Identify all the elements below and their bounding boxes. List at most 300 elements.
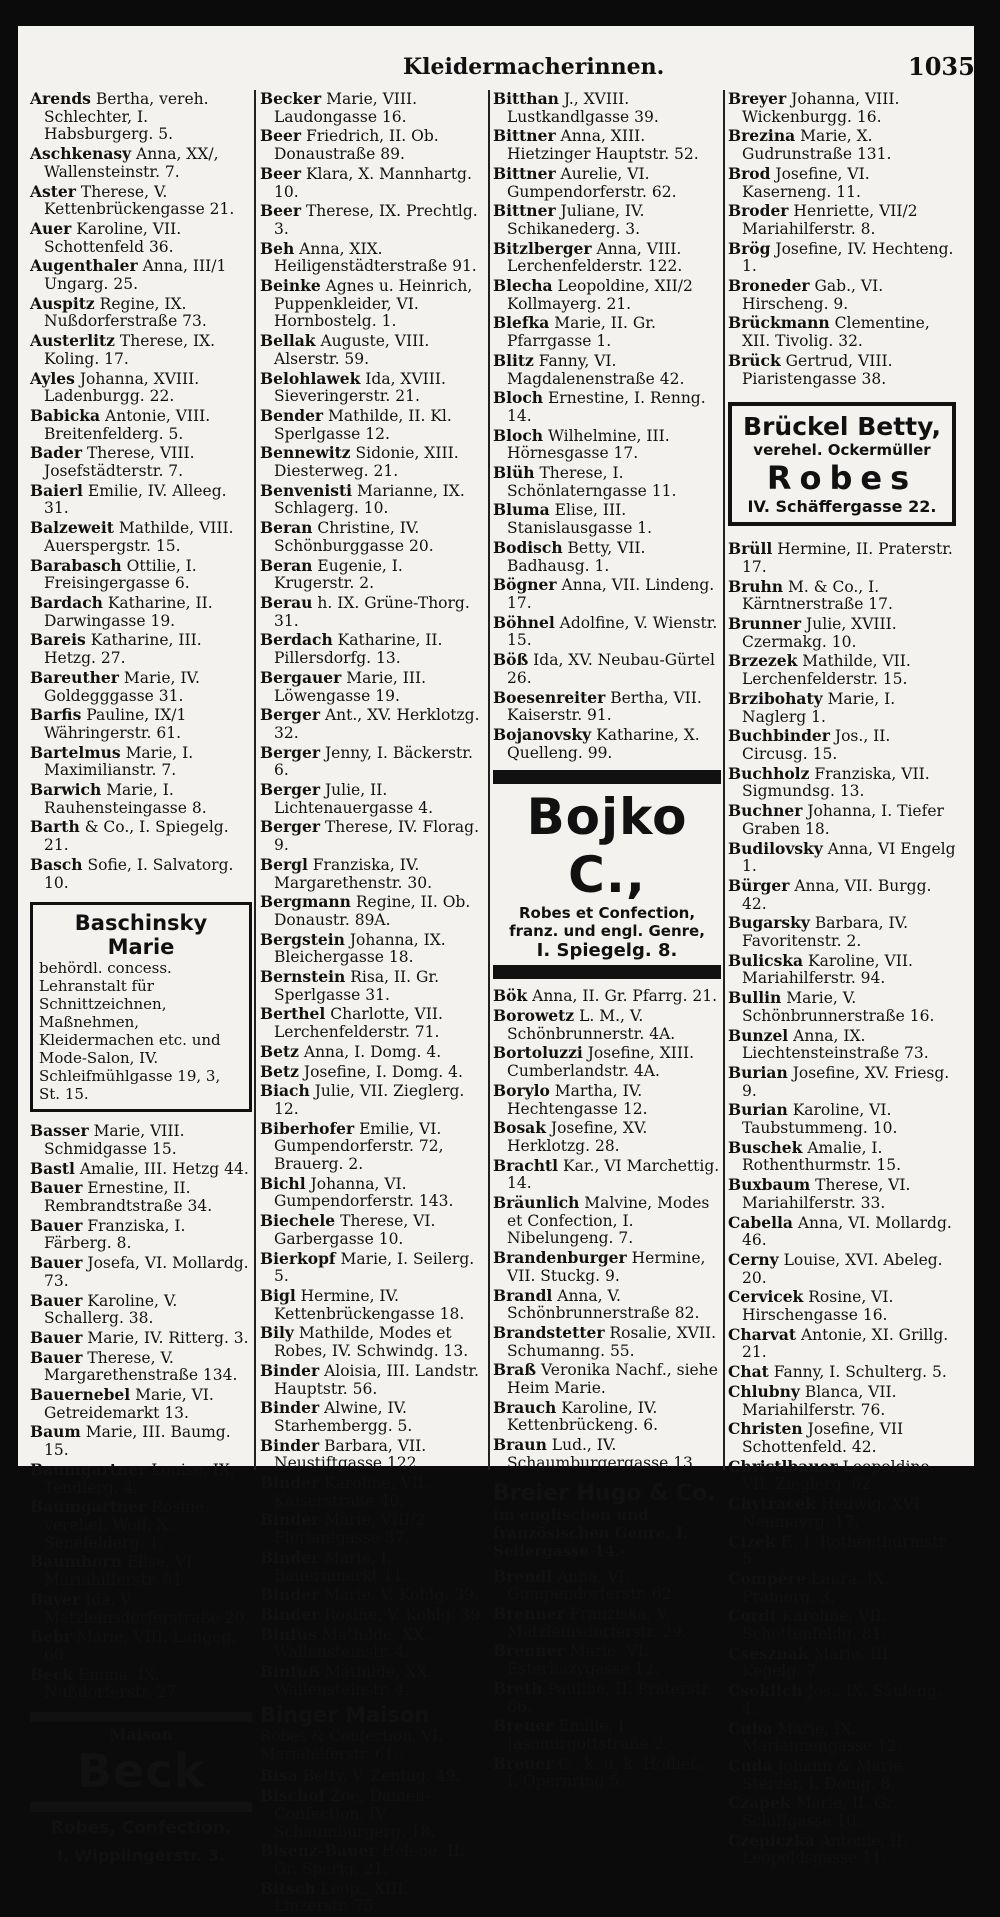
entry-surname: Chat: [728, 1362, 769, 1382]
ad-breier: [493, 1481, 721, 1560]
column-divider: [488, 90, 490, 1470]
directory-entry: [260, 1511, 486, 1547]
directory-entry: [493, 464, 721, 500]
entry-details: Karoline, VII. Mariahilferstr. 94.: [742, 951, 913, 988]
directory-entry: [728, 1176, 956, 1212]
entry-details: Therese, V. Kettenbrückengasse 21.: [44, 182, 235, 219]
entry-surname: Compère: [728, 1568, 806, 1588]
directory-entry: [728, 1682, 956, 1718]
entry-details: Julie, II. Lichtenauergasse 4.: [274, 781, 434, 817]
directory-entry: [728, 1533, 956, 1569]
entry-details: Jos., II. Circusg. 15.: [742, 727, 891, 763]
directory-entry: [493, 1249, 721, 1285]
directory-entry: [728, 127, 956, 163]
directory-entry: [493, 240, 721, 276]
entry-surname: Bojanovsky: [493, 724, 592, 744]
directory-entry: [493, 1194, 721, 1248]
directory-entry: [30, 781, 252, 817]
directory-entry: [493, 614, 721, 650]
entry-details: Mathilde, XX. Wallensteinstr. 4.: [274, 1625, 430, 1662]
entry-details: Franziska, I. Färberg. 8.: [44, 1216, 186, 1253]
directory-entry: [728, 1139, 956, 1175]
entry-details: Regine, II. Ob. Donaustr. 89A.: [274, 893, 471, 929]
entry-surname: Ayles: [30, 368, 75, 388]
entry-surname: Christen: [728, 1419, 803, 1439]
entry-details: Leopoldine, XII/2 Kollmayerg. 21.: [507, 277, 693, 313]
entry-details: Kar., VI Marchettig. 14.: [507, 1156, 720, 1193]
entry-details: Alwine, IV. Starhembergg. 5.: [274, 1399, 413, 1435]
directory-entry: [260, 332, 486, 368]
entry-surname: Bortoluzzi: [493, 1043, 583, 1063]
directory-entry: [493, 1605, 721, 1641]
directory-entry: [728, 914, 956, 950]
directory-entry: [30, 183, 252, 219]
column-4: [728, 90, 956, 1869]
directory-entry: [728, 1570, 956, 1606]
entry-surname: Binder: [260, 1585, 320, 1605]
directory-entry: [30, 519, 252, 555]
entry-details: Emilie, VI. Gumpendorferstr. 72, Brauerg. 2.: [274, 1119, 444, 1174]
entry-details: Josefine, I. Domg. 4.: [303, 1062, 463, 1081]
directory-entry: [493, 389, 721, 425]
entry-surname: Braun: [493, 1435, 547, 1455]
entry-details: Leopoldine, VII. Zieglerg. 62.: [742, 1457, 935, 1494]
ad-line: IV. Schäffergasse 22.: [747, 497, 937, 517]
entry-surname: Cizek: [728, 1531, 776, 1551]
entry-surname: Bartelmus: [30, 742, 121, 762]
entry-surname: Bräunlich: [493, 1193, 580, 1213]
directory-entry: [493, 1399, 721, 1435]
entry-surname: Brendl: [493, 1566, 553, 1586]
entry-details: Marie, IV. Ritterg. 3.: [87, 1328, 249, 1347]
entry-surname: Breuer: [493, 1753, 554, 1773]
directory-entry: [260, 1063, 486, 1082]
directory-entry: [728, 1288, 956, 1324]
entry-details: Gab., VI. Hirscheng. 9.: [742, 277, 884, 313]
entry-details: J., XVIII. Lustkandlgasse 39.: [507, 90, 659, 126]
entry-details: Mathilde, VIII. Auerspergstr. 15.: [44, 519, 234, 555]
ad-line: Robes, Confection.: [50, 1818, 232, 1839]
entry-details: h. IX. Grüne-Thorg. 31.: [274, 593, 470, 630]
entry-surname: Bauer: [30, 1178, 83, 1198]
directory-entry: [728, 1363, 956, 1382]
entry-details: Aloisia, III. Landstr. Hauptstr. 56.: [274, 1361, 479, 1398]
entry-surname: Beck: [30, 1664, 74, 1684]
entry-details: Aurelie, VI. Gumpendorferstr. 62.: [507, 164, 677, 201]
entry-surname: Bitthan: [493, 89, 559, 108]
entry-details: Marie, V. Schönbrunnerstraße 16.: [742, 989, 935, 1025]
entry-details: Hermine, II. Praterstr. 17.: [742, 540, 953, 576]
directory-entry: [30, 1254, 252, 1290]
entry-details: Mathilde, Modes et Robes, IV. Schwindg. 13.: [274, 1324, 469, 1361]
entry-surname: Buxbaum: [728, 1175, 811, 1195]
entry-surname: Baierl: [30, 480, 83, 500]
entry-details: Rosine, V. Kohlg. 39.: [324, 1605, 486, 1624]
entry-surname: Binder: [260, 1604, 320, 1624]
entry-surname: Buchbinder: [728, 726, 830, 746]
directory-entry: [260, 706, 486, 742]
entry-surname: Baumgartner: [30, 1459, 147, 1479]
directory-entry: [260, 277, 486, 331]
directory-entry: [30, 557, 252, 593]
entry-surname: Binfus: [260, 1624, 317, 1644]
entry-details: Fanny, I. Schulterg. 5.: [773, 1363, 947, 1382]
entry-surname: Bulicska: [728, 950, 804, 970]
directory-entry: [30, 332, 252, 368]
entry-surname: Cuda: [728, 1755, 773, 1775]
column-2: [260, 90, 486, 1917]
directory-page: [18, 26, 975, 1916]
ad-bruckel: [728, 402, 956, 526]
directory-entry: [30, 1217, 252, 1253]
entry-details: Marie, III. Baumg. 15.: [44, 1423, 231, 1460]
entry-details: Marie, VIII. Laudongasse 16.: [274, 90, 418, 126]
entry-surname: Bellak: [260, 331, 316, 351]
directory-entry: [493, 314, 721, 350]
entry-details: Marie, X. Gudrunstraße 131.: [742, 127, 892, 164]
ad-pre: Maison: [109, 1725, 173, 1745]
column-divider: [254, 90, 256, 1470]
entry-surname: Bisa: [260, 1766, 298, 1786]
directory-entry: [493, 726, 721, 762]
directory-entry: [728, 578, 956, 614]
directory-entry: [30, 1628, 252, 1664]
directory-entry: [30, 1179, 252, 1215]
directory-entry: [260, 1043, 486, 1062]
directory-entry: [30, 856, 252, 892]
entry-details: Marie, II. Gr. Schiffgasse 10.: [742, 1794, 898, 1831]
entry-details: Fanny, VI. Magdalenenstraße 42.: [507, 351, 685, 388]
directory-entry: [493, 1717, 721, 1753]
ad-title: Binger Maison: [260, 1703, 430, 1728]
entry-details: Mathilde, II. Kl. Sperlgasse 12.: [274, 406, 452, 443]
entry-surname: Buchholz: [728, 763, 810, 783]
entry-surname: Bunzel: [728, 1025, 789, 1045]
entry-details: Sidonie, XIII. Diesterweg. 21.: [274, 444, 459, 481]
entry-details: M. & Co., I. Kärntnerstraße 17.: [742, 577, 893, 614]
entry-details: Adolfine, V. Wienstr. 15.: [507, 613, 718, 650]
entry-surname: Brauch: [493, 1397, 557, 1417]
entry-surname: Bitzlberger: [493, 238, 592, 258]
entry-details: Veronika Nachf., siehe Heim Marie.: [507, 1361, 718, 1398]
directory-entry: [30, 706, 252, 742]
entry-details: Ida, V. Matzleinsdorferstraße 20.: [44, 1590, 250, 1627]
entry-details: Martha, IV. Hechtengasse 12.: [507, 1081, 648, 1118]
ad-big: Robes: [766, 459, 918, 498]
entry-details: Johanna, VIII. Wickenburgg. 16.: [742, 90, 900, 126]
entry-details: Juliane, IV. Schikanederg. 3.: [507, 202, 645, 238]
directory-entry: [260, 1842, 486, 1878]
directory-entry: [493, 1755, 721, 1791]
directory-entry: [260, 240, 486, 276]
directory-entry: [260, 165, 486, 201]
entry-details: Louise, IX. Tendlerg. 4.: [44, 1460, 235, 1497]
directory-entry: [260, 1120, 486, 1174]
entry-details: Ida, XV. Neubau-Gürtel 26.: [507, 651, 715, 687]
entry-details: Julie, XVIII. Czermakg. 10.: [742, 615, 897, 651]
entry-surname: Bosak: [493, 1118, 546, 1138]
entry-details: Josefine, XV. Friesg. 9.: [742, 1063, 950, 1100]
entry-surname: Brenner: [493, 1604, 565, 1623]
entry-details: Anna, XIII. Hietzinger Hauptstr. 52.: [507, 127, 699, 164]
entry-surname: Bernstein: [260, 967, 346, 987]
directory-entry: [30, 1553, 252, 1589]
directory-entry: [493, 651, 721, 687]
entry-surname: Blecha: [493, 276, 553, 296]
directory-entry: [260, 1474, 486, 1510]
directory-entry: [260, 1082, 486, 1118]
entry-details: Anna, VI. Gumpendorferstr. 62.: [507, 1567, 677, 1604]
directory-entry: [30, 295, 252, 331]
directory-entry: [30, 1423, 252, 1459]
entry-surname: Berger: [260, 705, 320, 725]
directory-entry: [260, 594, 486, 630]
entry-surname: Bauernebel: [30, 1385, 131, 1405]
directory-entry: [30, 818, 252, 854]
directory-entry: [30, 482, 252, 518]
column-divider: [723, 90, 725, 1470]
entry-surname: Baumhorn: [30, 1552, 122, 1572]
entry-surname: Betz: [260, 1061, 299, 1081]
entry-details: Marie, VI. Getreidemarkt 13.: [44, 1386, 214, 1422]
entry-surname: Bierkopf: [260, 1248, 336, 1268]
entry-surname: Bloch: [493, 388, 544, 408]
entry-surname: Bergl: [260, 854, 308, 874]
directory-entry: [493, 1436, 721, 1472]
directory-entry: [728, 615, 956, 651]
directory-entry: [728, 1101, 956, 1137]
entry-surname: Berthel: [260, 1004, 326, 1024]
entry-surname: Bugarsky: [728, 913, 810, 933]
entry-surname: Borylo: [493, 1080, 550, 1100]
entry-surname: Cordt: [728, 1606, 777, 1626]
entry-surname: Bily: [260, 1323, 294, 1343]
directory-entry: [30, 257, 252, 293]
entry-details: Ernestine, I. Renng. 14.: [507, 389, 706, 425]
entry-details: Hermine, VII. Stuckg. 9.: [507, 1249, 706, 1285]
entry-details: Marie, I. Bauernmarkt 11.: [274, 1548, 408, 1585]
directory-entry: [493, 1642, 721, 1678]
entry-surname: Binder: [260, 1398, 320, 1418]
directory-entry: [260, 1437, 486, 1473]
entry-details: Katharine, II. Pillersdorfg. 13.: [274, 631, 443, 668]
entry-details: Ant., XV. Herklotzg. 32.: [274, 706, 480, 742]
directory-entry: [260, 1549, 486, 1585]
ad-beck: [30, 1712, 252, 1865]
entry-surname: Bürger: [728, 875, 790, 895]
entry-surname: Broneder: [728, 276, 810, 296]
directory-entry: [728, 165, 956, 201]
entry-details: Therese, VIII. Josefstädterstr. 7.: [44, 444, 195, 481]
entry-details: Therese, IX. Koling. 17.: [44, 332, 216, 368]
entry-details: Amalie, I. Rothenthurmstr. 15.: [742, 1138, 902, 1175]
entry-surname: Aster: [30, 181, 76, 201]
directory-entry: [30, 444, 252, 480]
entry-surname: Beh: [260, 238, 295, 258]
directory-entry: [493, 277, 721, 313]
entry-details: Marie, VI. Esterhazygasse 12.: [507, 1642, 660, 1679]
directory-entry: [260, 744, 486, 780]
entry-surname: Cabella: [728, 1212, 793, 1232]
entry-surname: Berger: [260, 742, 320, 762]
entry-details: Betty, VII. Badhausg. 1.: [507, 538, 646, 575]
entry-details: Anna, IX. Liechtensteinstraße 73.: [742, 1026, 929, 1063]
entry-surname: Baum: [30, 1422, 81, 1442]
directory-entry: [260, 1663, 486, 1699]
directory-entry: [260, 407, 486, 443]
directory-entry: [260, 1212, 486, 1248]
directory-entry: [260, 931, 486, 967]
entry-details: Hedwig, XVI. Neumayrg. 17.: [742, 1495, 925, 1531]
entry-surname: Beran: [260, 518, 313, 538]
directory-entry: [493, 352, 721, 388]
column-1: [30, 90, 252, 1865]
directory-entry: [260, 1287, 486, 1323]
entry-surname: Biechele: [260, 1211, 336, 1231]
entry-surname: Burian: [728, 1100, 788, 1120]
entry-surname: Bauer: [30, 1290, 83, 1310]
entry-surname: Bitsch: [260, 1878, 316, 1898]
entry-surname: Charvat: [728, 1324, 797, 1344]
entry-surname: Barth: [30, 817, 80, 837]
directory-entry: [493, 90, 721, 126]
entry-details: Karoline, VII. Schottenfeld 36.: [44, 219, 182, 256]
entry-details: Marie, II. Gr. Pfarrgasse 1.: [507, 314, 656, 351]
directory-entry: [30, 1160, 252, 1179]
ad-title: Bojko C.,: [526, 788, 688, 905]
directory-entry: [260, 127, 486, 163]
directory-entry: [30, 1386, 252, 1422]
entry-surname: Bauer: [30, 1327, 83, 1347]
entry-surname: Binder: [260, 1435, 320, 1455]
entry-details: Therese, V. Margarethenstraße 134.: [44, 1348, 238, 1385]
entry-surname: Csoklich: [728, 1681, 803, 1701]
directory-entry: [30, 1292, 252, 1328]
entry-details: Regine, IX. Nußdorferstraße 73.: [44, 294, 207, 331]
entry-details: Emilie, I. Jasomirgottstraße 2.: [507, 1717, 669, 1753]
directory-entry: [728, 652, 956, 688]
directory-entry: [728, 1214, 956, 1250]
entry-surname: Brunner: [728, 614, 802, 634]
entry-surname: Buschek: [728, 1137, 803, 1157]
entry-details: Klara, X. Mannhartg. 10.: [274, 164, 472, 201]
directory-entry: [493, 165, 721, 201]
entry-details: Anna, VI Engelg 1.: [742, 839, 956, 876]
entry-details: Hermine, IV. Kettenbrückengasse 18.: [274, 1287, 465, 1323]
entry-surname: Bruhn: [728, 576, 784, 596]
directory-entry: [260, 631, 486, 667]
entry-details: Jos., IX. Säuleng. 4.: [742, 1682, 942, 1718]
directory-entry: [728, 877, 956, 913]
ad-line: franz. und engl. Genre,: [509, 922, 705, 941]
entry-surname: Binder: [260, 1547, 320, 1567]
entry-details: Karoline, VII. Kaiserstraße 40.: [274, 1474, 429, 1510]
ad-line: I. Spiegelg. 8.: [536, 940, 678, 962]
directory-entry: [493, 689, 721, 725]
entry-surname: Brzezek: [728, 651, 798, 671]
ad-bojko: [493, 770, 721, 979]
entry-details: Christine, IV. Schönburggasse 20.: [274, 519, 434, 555]
directory-entry: [260, 519, 486, 555]
entry-surname: Bergmann: [260, 892, 351, 912]
entry-details: Friedrich, II. Ob. Donaustraße 89.: [274, 127, 439, 164]
entry-surname: Berau: [260, 592, 313, 612]
entry-surname: Basch: [30, 854, 83, 874]
entry-surname: Brüll: [728, 539, 773, 559]
directory-entry: [260, 856, 486, 892]
entry-surname: Braß: [493, 1360, 537, 1380]
directory-entry: [30, 220, 252, 256]
entry-surname: Blefka: [493, 313, 550, 333]
directory-entry: [493, 427, 721, 463]
entry-details: Anna, XX/, Wallensteinstr. 7.: [44, 145, 219, 181]
entry-details: Therese, VI. Garbergasse 10.: [274, 1212, 436, 1248]
entry-surname: Bareis: [30, 630, 86, 650]
entry-surname: Broder: [728, 201, 789, 221]
entry-surname: Biach: [260, 1081, 310, 1101]
directory-entry: [30, 90, 252, 144]
entry-details: Agnes u. Heinrich, Puppenkleider, VI. Hornbostelg. 1.: [274, 277, 473, 331]
entry-surname: Bauer: [30, 1215, 83, 1235]
entry-details: Marie, I. Rauhensteingasse 8.: [44, 781, 207, 817]
entry-details: Ernestine, II. Rembrandtstraße 34.: [44, 1179, 213, 1216]
entry-surname: Brzibohaty: [728, 688, 823, 708]
directory-entry: [728, 952, 956, 988]
entry-details: Mathilde, XX. Wallensteinstr. 4.: [274, 1663, 433, 1699]
entry-surname: Barabasch: [30, 555, 122, 575]
directory-entry: [260, 482, 486, 518]
entry-details: Josefine, VII Schottenfeld. 42.: [742, 1420, 904, 1456]
entry-details: Marie, VIII/2 Florianigasse 37.: [274, 1511, 426, 1548]
entry-surname: Beran: [260, 555, 313, 575]
entry-details: Ottilie, I. Freisingergasse 6.: [44, 556, 197, 593]
directory-entry: [728, 1251, 956, 1287]
entry-surname: Brachtl: [493, 1155, 559, 1175]
entry-details: Bertha, VII. Kaiserstr. 91.: [507, 688, 702, 725]
entry-details: Anna, XIX. Heiligenstädterstraße 91.: [274, 239, 477, 276]
entry-surname: Balzeweit: [30, 518, 114, 538]
ad-text: behördl. concess. Lehranstalt für Schnittzeichnen, Maßnehmen, Kleidermachen etc. und Mode-Salon, IV. Schleifmühlgasse 19, 3, St. 15.: [39, 959, 221, 1104]
ad-title: Beck: [76, 1744, 206, 1799]
entry-surname: Berdach: [260, 630, 333, 650]
entry-surname: Babicka: [30, 405, 101, 425]
entry-surname: Czapek: [728, 1793, 791, 1813]
directory-entry: [493, 1007, 721, 1043]
entry-details: Therese, IX. Prechtlg. 3.: [274, 202, 478, 238]
entry-details: Sofie, I. Salvatorg. 10.: [44, 855, 234, 892]
directory-entry: [30, 370, 252, 406]
entry-surname: Bender: [260, 405, 324, 425]
directory-entry: [728, 802, 956, 838]
entry-surname: Binder: [260, 1510, 320, 1530]
directory-entry: [260, 444, 486, 480]
entry-details: Franziska, VII. Sigmundsg. 13.: [742, 764, 930, 801]
entry-surname: Chytracek: [728, 1494, 817, 1514]
entry-details: Therese, I. Schönlaterngasse 11.: [507, 464, 677, 500]
entry-details: Antonie, II. Leopoldsgasse 11.: [742, 1831, 908, 1868]
entry-details: Laura, IX. Pramerg. 3.: [742, 1569, 889, 1606]
directory-entry: [493, 1324, 721, 1360]
entry-details: Marie, V. Kohlg. 39.: [324, 1586, 479, 1605]
directory-entry: [493, 1287, 721, 1323]
entry-surname: Bergstein: [260, 929, 345, 949]
entry-surname: Cerny: [728, 1249, 779, 1269]
directory-entry: [493, 1568, 721, 1604]
entry-surname: Boesenreiter: [493, 687, 606, 707]
entry-surname: Beer: [260, 163, 301, 183]
entry-surname: Buchner: [728, 801, 803, 821]
entry-details: Katharine, III. Hetzg. 27.: [44, 631, 202, 668]
